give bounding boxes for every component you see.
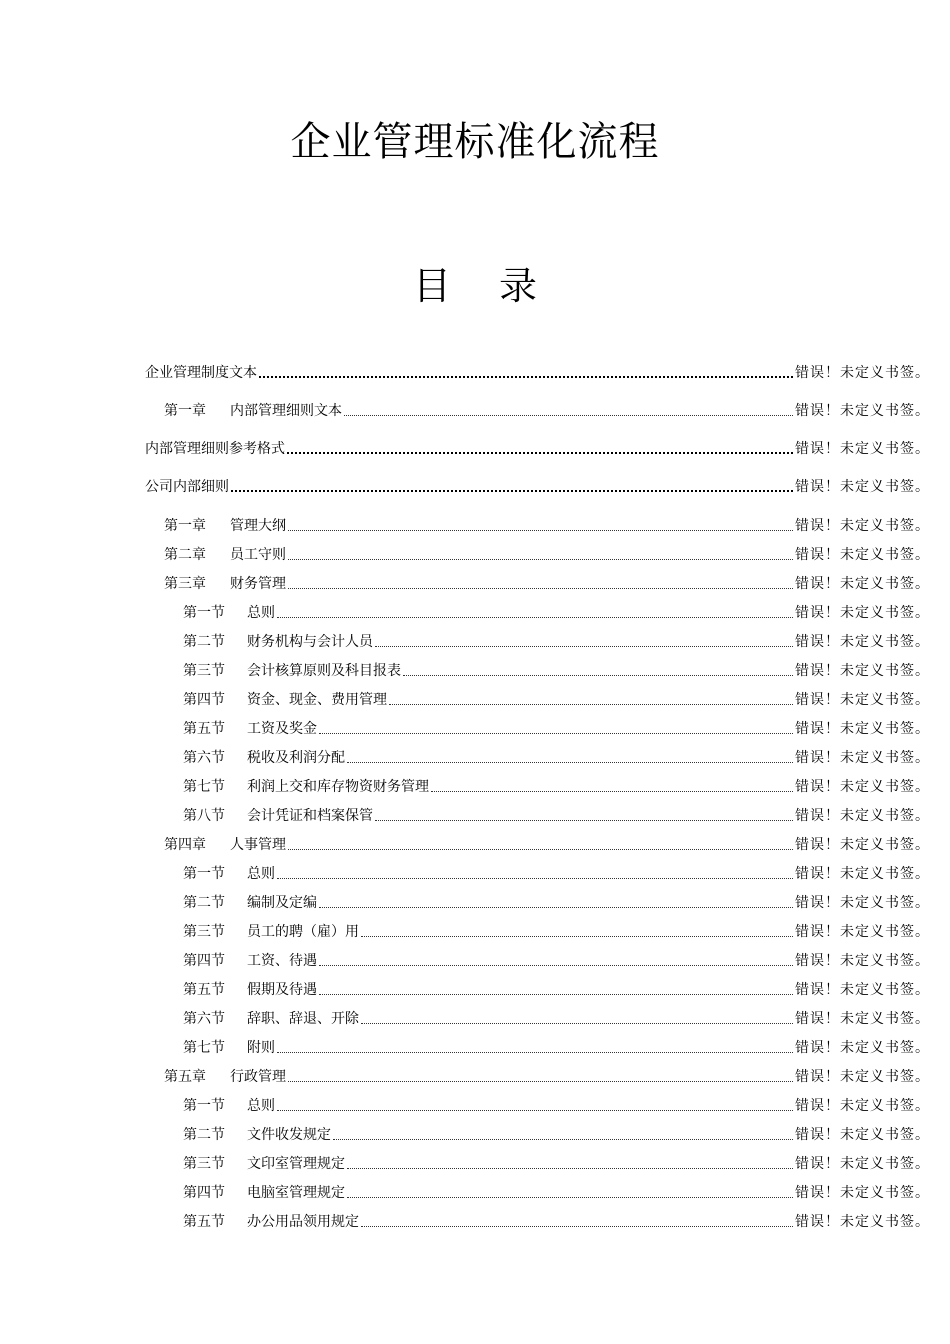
toc-entry-number: 第四章: [164, 837, 206, 853]
toc-dot-leader: [277, 1108, 793, 1111]
toc-entry[interactable]: [0, 774, 930, 796]
toc-entry-page-ref: 错误！未定义书签。: [795, 866, 930, 882]
toc-entry-label: 编制及定编: [247, 895, 317, 911]
toc-entry[interactable]: [0, 687, 930, 709]
toc-entry[interactable]: [0, 919, 930, 941]
toc-entry-label: 工资及奖金: [247, 721, 317, 737]
toc-dot-leader: [277, 876, 793, 879]
toc-entry-label: 文印室管理规定: [247, 1156, 345, 1172]
toc-entry-label: 员工守则: [230, 547, 286, 563]
toc-entry-number: 第二节: [183, 895, 225, 911]
toc-entry[interactable]: [0, 1006, 930, 1028]
toc-entry-page-ref: 错误！未定义书签。: [795, 895, 930, 911]
toc-entry[interactable]: [0, 1151, 930, 1173]
toc-entry-page-ref: 错误！未定义书签。: [795, 547, 930, 563]
toc-entry-label: 管理大纲: [230, 518, 286, 534]
toc-dot-leader: [361, 934, 793, 937]
toc-entry[interactable]: [0, 861, 930, 883]
toc-entry-label: 行政管理: [230, 1069, 286, 1085]
toc-entry-label: 假期及待遇: [247, 982, 317, 998]
toc-dot-leader: [344, 413, 793, 416]
toc-entry-number: 第六节: [183, 750, 225, 766]
toc-dot-leader: [361, 1021, 793, 1024]
toc-entry-page-ref: 错误！未定义书签。: [795, 576, 930, 592]
toc-dot-leader: [389, 702, 793, 705]
toc-entry[interactable]: [0, 1035, 930, 1057]
toc-entry-number: 第五章: [164, 1069, 206, 1085]
toc-entry[interactable]: [0, 1122, 930, 1144]
toc-dot-leader: [277, 615, 793, 618]
toc-entry-page-ref: 错误！未定义书签。: [795, 924, 930, 940]
toc-entry[interactable]: [0, 716, 930, 738]
toc-entry-page-ref: 错误！未定义书签。: [795, 1214, 930, 1230]
toc-entry[interactable]: [0, 1209, 930, 1231]
toc-entry-page-ref: 错误！未定义书签。: [795, 1127, 930, 1143]
toc-entry-number: 第四节: [183, 953, 225, 969]
toc-entry[interactable]: [0, 436, 930, 458]
toc-entry-number: 第一节: [183, 866, 225, 882]
toc-dot-leader: [347, 1166, 793, 1169]
toc-entry[interactable]: [0, 803, 930, 825]
toc-entry[interactable]: [0, 658, 930, 680]
toc-entry[interactable]: [0, 832, 930, 854]
toc-entry[interactable]: [0, 571, 930, 593]
toc-entry-label: 人事管理: [230, 837, 286, 853]
toc-entry-label: 利润上交和库存物资财务管理: [247, 779, 429, 795]
toc-entry-page-ref: 错误！未定义书签。: [795, 1185, 930, 1201]
toc-entry-number: 第七节: [183, 779, 225, 795]
toc-entry-page-ref: 错误！未定义书签。: [795, 605, 930, 621]
toc-entry-page-ref: 错误！未定义书签。: [795, 1156, 930, 1172]
toc-entry-label: 财务机构与会计人员: [247, 634, 373, 650]
toc-entry[interactable]: [0, 977, 930, 999]
toc-entry-number: 第三节: [183, 1156, 225, 1172]
toc-entry-number: 第三章: [164, 576, 206, 592]
toc-entry-label: 办公用品领用规定: [247, 1214, 359, 1230]
toc-entry-number: 第二章: [164, 547, 206, 563]
toc-dot-leader: [333, 1137, 793, 1140]
toc-entry-label: 内部管理细则参考格式: [145, 441, 285, 457]
toc-entry-label: 会计核算原则及科目报表: [247, 663, 401, 679]
document-title: 企业管理标准化流程: [290, 119, 660, 165]
toc-entry-number: 第五节: [183, 982, 225, 998]
toc-entry-label: 辞职、辞退、开除: [247, 1011, 359, 1027]
toc-entry-number: 第三节: [183, 663, 225, 679]
toc-entry-page-ref: 错误！未定义书签。: [795, 441, 930, 457]
toc-entry-page-ref: 错误！未定义书签。: [795, 634, 930, 650]
toc-entry-page-ref: 错误！未定义书签。: [795, 692, 930, 708]
toc-entry-number: 第五节: [183, 1214, 225, 1230]
toc-dot-leader: [277, 1050, 793, 1053]
toc-entry[interactable]: [0, 398, 930, 420]
toc-dot-leader: [319, 731, 793, 734]
toc-dot-leader: [259, 374, 793, 378]
toc-entry[interactable]: [0, 474, 930, 496]
toc-entry-number: 第五节: [183, 721, 225, 737]
toc-entry[interactable]: [0, 745, 930, 767]
toc-dot-leader: [287, 450, 793, 454]
toc-dot-leader: [319, 992, 793, 995]
toc-entry-number: 第四节: [183, 1185, 225, 1201]
toc-entry-page-ref: 错误！未定义书签。: [795, 837, 930, 853]
toc-entry-label: 文件收发规定: [247, 1127, 331, 1143]
toc-entry-label: 总则: [247, 866, 275, 882]
toc-dot-leader: [375, 644, 793, 647]
toc-dot-leader: [375, 818, 793, 821]
toc-entry-number: 第一节: [183, 1098, 225, 1114]
toc-dot-leader: [361, 1224, 793, 1227]
toc-entry[interactable]: [0, 513, 930, 535]
toc-entry-page-ref: 错误！未定义书签。: [795, 1040, 930, 1056]
toc-entry[interactable]: [0, 1064, 930, 1086]
toc-entry-page-ref: 错误！未定义书签。: [795, 953, 930, 969]
toc-dot-leader: [288, 528, 793, 531]
toc-entry-number: 第四节: [183, 692, 225, 708]
toc-dot-leader: [347, 1195, 793, 1198]
toc-entry-number: 第二节: [183, 634, 225, 650]
toc-entry-label: 财务管理: [230, 576, 286, 592]
toc-entry-label: 企业管理制度文本: [145, 365, 257, 381]
toc-entry-label: 总则: [247, 605, 275, 621]
toc-dot-leader: [319, 905, 793, 908]
toc-entry-number: 第一节: [183, 605, 225, 621]
toc-entry-label: 员工的聘（雇）用: [247, 924, 359, 940]
toc-dot-leader: [288, 1079, 793, 1082]
toc-entry[interactable]: [0, 629, 930, 651]
toc-entry-page-ref: 错误！未定义书签。: [795, 808, 930, 824]
toc-entry-label: 总则: [247, 1098, 275, 1114]
toc-dot-leader: [288, 847, 793, 850]
toc-dot-leader: [431, 789, 793, 792]
toc-entry-number: 第八节: [183, 808, 225, 824]
toc-entry-label: 工资、待遇: [247, 953, 317, 969]
toc-entry[interactable]: [0, 600, 930, 622]
toc-entry-page-ref: 错误！未定义书签。: [795, 1098, 930, 1114]
toc-entry-page-ref: 错误！未定义书签。: [795, 750, 930, 766]
toc-dot-leader: [403, 673, 793, 676]
toc-dot-leader: [288, 586, 793, 589]
toc-entry-label: 附则: [247, 1040, 275, 1056]
toc-entry[interactable]: [0, 360, 930, 382]
toc-dot-leader: [231, 488, 793, 492]
toc-entry-page-ref: 错误！未定义书签。: [795, 663, 930, 679]
toc-heading-right: 录: [499, 264, 538, 308]
toc-entry-page-ref: 错误！未定义书签。: [795, 779, 930, 795]
toc-entry-page-ref: 错误！未定义书签。: [795, 721, 930, 737]
toc-dot-leader: [288, 557, 793, 560]
toc-entry-page-ref: 错误！未定义书签。: [795, 1011, 930, 1027]
toc-entry-page-ref: 错误！未定义书签。: [795, 365, 930, 381]
toc-entry-number: 第一章: [164, 518, 206, 534]
toc-dot-leader: [347, 760, 793, 763]
toc-entry-number: 第一章: [164, 403, 206, 419]
toc-entry-number: 第三节: [183, 924, 225, 940]
toc-entry-page-ref: 错误！未定义书签。: [795, 1069, 930, 1085]
toc-entry-label: 电脑室管理规定: [247, 1185, 345, 1201]
toc-entry-page-ref: 错误！未定义书签。: [795, 518, 930, 534]
toc-entry-page-ref: 错误！未定义书签。: [795, 403, 930, 419]
toc-dot-leader: [319, 963, 793, 966]
toc-entry-number: 第七节: [183, 1040, 225, 1056]
toc-entry-page-ref: 错误！未定义书签。: [795, 982, 930, 998]
toc-entry-label: 资金、现金、费用管理: [247, 692, 387, 708]
toc-entry-label: 公司内部细则: [145, 479, 229, 495]
toc-entry-number: 第二节: [183, 1127, 225, 1143]
toc-entry-page-ref: 错误！未定义书签。: [795, 479, 930, 495]
toc-entry-label: 会计凭证和档案保管: [247, 808, 373, 824]
toc-heading-left: 目: [412, 264, 451, 308]
toc-entry[interactable]: [0, 1093, 930, 1115]
toc-entry-label: 内部管理细则文本: [230, 403, 342, 419]
toc-entry[interactable]: [0, 542, 930, 564]
toc-entry-label: 税收及利润分配: [247, 750, 345, 766]
toc-entry[interactable]: [0, 948, 930, 970]
toc-entry[interactable]: [0, 890, 930, 912]
toc-entry-number: 第六节: [183, 1011, 225, 1027]
toc-entry[interactable]: [0, 1180, 930, 1202]
